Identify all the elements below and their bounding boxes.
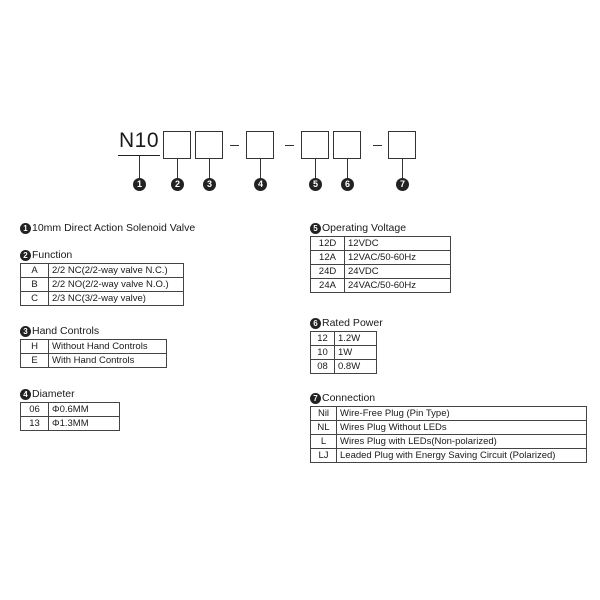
section-6-heading [310,317,383,329]
section-6-badge: 6 [310,318,321,329]
option-code: 10 [311,346,335,360]
option-description: 24VAC/50-60Hz [345,279,451,293]
option-description: Φ0.6MM [49,403,120,417]
table-row [311,407,587,421]
section-4-title: Diameter [32,388,75,400]
callout-badge-4: 4 [254,178,267,191]
option-code: 13 [21,417,49,431]
option-description: 12VDC [345,237,451,251]
option-code: A [21,264,49,278]
code-box-power [333,131,361,159]
table-row [311,251,451,265]
section-1-heading [20,222,195,234]
option-code: L [311,435,337,449]
table-row [21,403,120,417]
option-code: 24A [311,279,345,293]
section-2-badge: 2 [20,250,31,261]
callout-badge-6: 6 [341,178,354,191]
table-row [21,354,167,368]
callout-badge-2: 2 [171,178,184,191]
table-row [21,278,184,292]
option-code: 08 [311,360,335,374]
diameter-table [20,402,120,431]
code-box-hand-controls [195,131,223,159]
section-7-badge: 7 [310,393,321,404]
table-row [311,279,451,293]
section-5-heading [310,222,406,234]
option-code: 12A [311,251,345,265]
function-table [20,263,184,306]
callout-line-7 [402,159,403,178]
option-code: LJ [311,449,337,463]
section-7-heading [310,392,375,404]
option-code: 12D [311,237,345,251]
table-row [21,292,184,306]
code-box-function [163,131,191,159]
section-2-heading [20,249,72,261]
callout-badge-1: 1 [133,178,146,191]
callout-badge-7: 7 [396,178,409,191]
option-description: Without Hand Controls [49,340,167,354]
table-row [311,360,377,374]
option-code: NL [311,421,337,435]
option-description: Wires Plug with LEDs(Non-polarized) [337,435,587,449]
option-description: Wire-Free Plug (Pin Type) [337,407,587,421]
option-code: H [21,340,49,354]
option-description: 2/2 NO(2/2-way valve N.O.) [49,278,184,292]
option-code: C [21,292,49,306]
callout-line-2 [177,159,178,178]
option-description: Leaded Plug with Energy Saving Circuit (Polarized) [337,449,587,463]
option-description: 0.8W [335,360,377,374]
section-3-title: Hand Controls [32,325,100,337]
table-row [311,449,587,463]
option-code: 06 [21,403,49,417]
option-code: 12 [311,332,335,346]
option-description: 24VDC [345,265,451,279]
table-row [311,332,377,346]
section-7-title: Connection [322,392,376,404]
separator-dash [373,145,382,146]
option-code: E [21,354,49,368]
callout-line-3 [209,159,210,178]
option-code: Nil [311,407,337,421]
section-4-badge: 4 [20,389,31,400]
option-description: 2/2 NC(2/2-way valve N.C.) [49,264,184,278]
section-1-title: 10mm Direct Action Solenoid Valve [32,222,196,234]
voltage-table [310,236,451,293]
code-box-voltage [301,131,329,159]
callout-line-4 [260,159,261,178]
section-2-title: Function [32,249,73,261]
table-row [311,421,587,435]
section-1-badge: 1 [20,223,31,234]
callout-line-1 [139,156,140,178]
code-box-connection [388,131,416,159]
section-3-heading [20,325,99,337]
section-3-badge: 3 [20,326,31,337]
connection-table [310,406,587,463]
model-prefix: N10 [119,129,160,152]
option-description: 1.2W [335,332,377,346]
table-row [311,265,451,279]
table-row [21,340,167,354]
table-row [311,346,377,360]
rated-power-table [310,331,377,374]
callout-line-6 [347,159,348,178]
option-description: With Hand Controls [49,354,167,368]
section-4-heading [20,388,75,400]
callout-line-5 [315,159,316,178]
table-row [21,417,120,431]
section-5-badge: 5 [310,223,321,234]
option-description: Wires Plug Without LEDs [337,421,587,435]
separator-dash [230,145,239,146]
separator-dash [285,145,294,146]
table-row [21,264,184,278]
section-6-title: Rated Power [322,317,383,329]
option-code: B [21,278,49,292]
table-row [311,435,587,449]
callout-badge-5: 5 [309,178,322,191]
hand-controls-table [20,339,167,368]
table-row [311,237,451,251]
code-box-diameter [246,131,274,159]
section-5-title: Operating Voltage [322,222,407,234]
callout-badge-3: 3 [203,178,216,191]
option-code: 24D [311,265,345,279]
option-description: Φ1.3MM [49,417,120,431]
option-description: 2/3 NC(3/2-way valve) [49,292,184,306]
option-description: 12VAC/50-60Hz [345,251,451,265]
option-description: 1W [335,346,377,360]
